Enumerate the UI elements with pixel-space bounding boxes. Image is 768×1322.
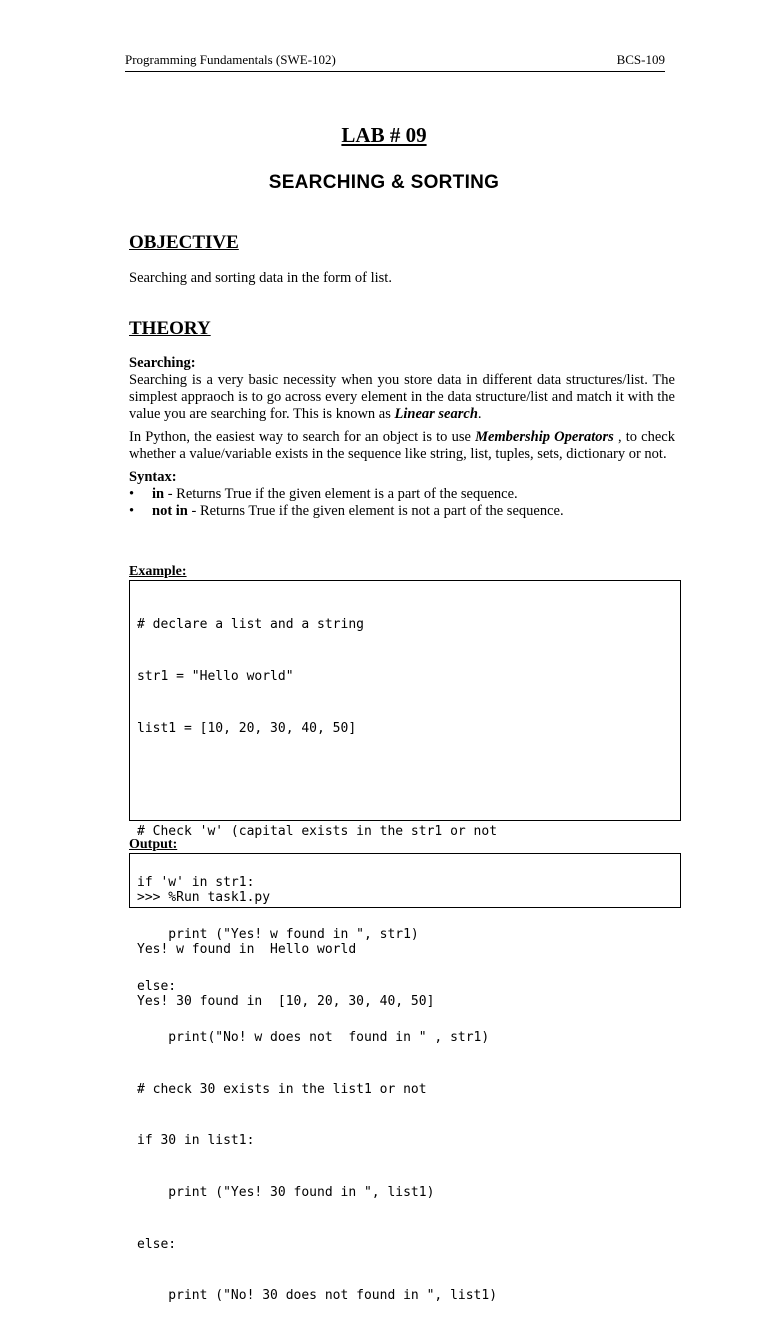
para2-emphasis: Membership Operators (475, 429, 614, 445)
bullet-keyword: in (152, 486, 165, 502)
code-line: else: (137, 1236, 177, 1252)
bullet-text: - Returns True if the given element is not a part of the sequence. (187, 503, 564, 519)
code-line: if 'w' in str1: (137, 875, 255, 891)
para1-emphasis: Linear search (394, 406, 478, 422)
code-line: if 30 in list1: (137, 1133, 255, 1149)
main-title: SEARCHING & SORTING (268, 172, 500, 193)
header-course: Programming Fundamentals (SWE-102) (125, 52, 336, 67)
code-line: print("No! w does not found in " , str1) (137, 1030, 490, 1046)
code-line: str1 = "Hello world" (137, 669, 294, 685)
para2-start: In Python, the easiest way to search for an object is to use (129, 429, 476, 445)
code-line: # Check 'w' (capital exists in the str1 or not (137, 823, 498, 839)
para1-start: Searching is a very basic necessity when you store data in different data structures/list. The simplest appraoch is to go across every element in the data structure/list and match it with the value you are searching for. This is known as (129, 372, 675, 422)
para2-end: , to check whether a value/variable exists in the sequence like string, list, tuples, sets, dictionary or not. (129, 429, 675, 462)
output-line: Yes! 30 found in [10, 20, 30, 40, 50] (137, 993, 435, 1009)
bullet-keyword: not in (152, 503, 188, 519)
searching-paragraph (129, 372, 675, 423)
example-label: Example: (129, 564, 187, 579)
code-line (137, 771, 673, 788)
theory-heading: THEORY (129, 318, 211, 339)
output-line: >>> %Run task1.py (137, 890, 271, 906)
header-class: BCS-109 (616, 52, 665, 67)
code-line: else: (137, 978, 177, 994)
bullet-text: - Returns True if the given element is a part of the sequence. (164, 486, 518, 502)
list-item (152, 503, 675, 520)
theory-body (129, 355, 675, 520)
objective-text: Searching and sorting data in the form of list. (129, 270, 392, 286)
code-line: # declare a list and a string (137, 617, 364, 633)
list-item (152, 486, 675, 503)
searching-heading: Searching: (129, 355, 196, 371)
membership-paragraph (129, 429, 675, 463)
syntax-heading: Syntax: (129, 469, 177, 485)
output-label: Output: (129, 837, 178, 852)
code-line: # check 30 exists in the list1 or not (137, 1081, 427, 1097)
syntax-list (129, 486, 675, 520)
output-line: Yes! w found in Hello world (137, 942, 357, 958)
code-line: print ("Yes! w found in ", str1) (137, 927, 419, 943)
code-line: list1 = [10, 20, 30, 40, 50] (137, 720, 357, 736)
page-header (125, 52, 665, 72)
objective-heading: OBJECTIVE (129, 232, 239, 253)
code-line: print ("No! 30 does not found in ", list1) (137, 1288, 498, 1304)
lab-title: LAB # 09 (341, 123, 427, 147)
para1-end: . (477, 406, 482, 422)
code-line: print ("Yes! 30 found in ", list1) (137, 1185, 435, 1201)
